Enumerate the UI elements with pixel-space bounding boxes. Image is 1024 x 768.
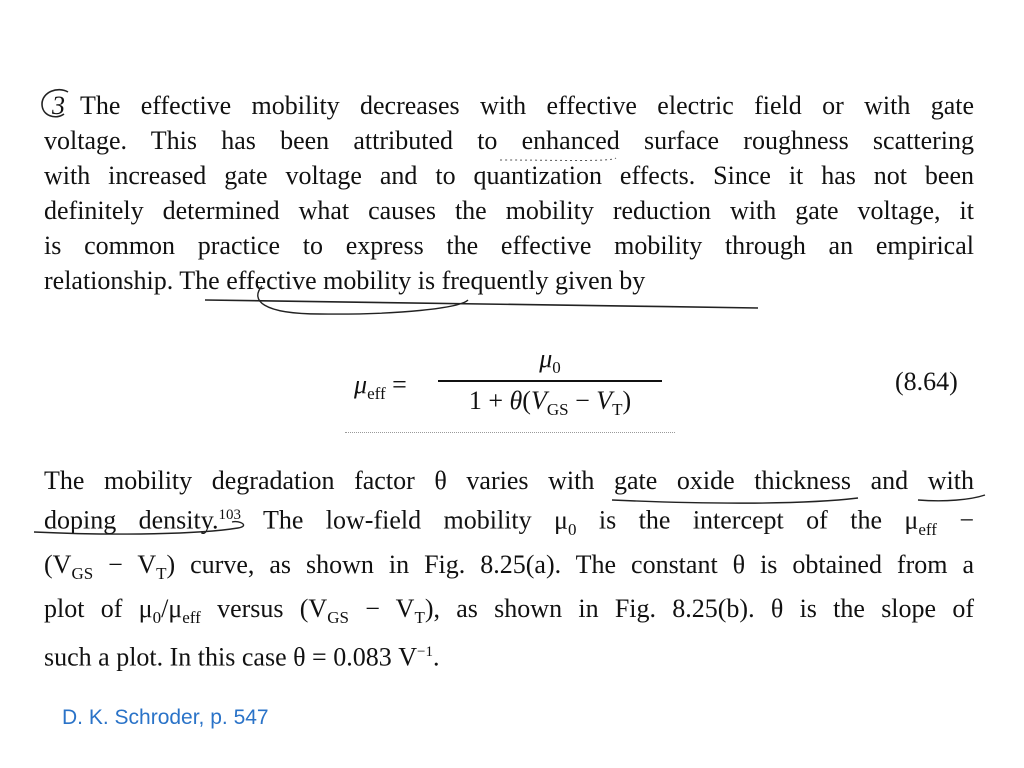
text-fragment: − V <box>348 594 415 624</box>
paragraph-line <box>44 88 974 123</box>
text-fragment: . <box>432 642 440 672</box>
eff-subscript: eff <box>367 384 386 404</box>
text-fragment: /μ <box>161 594 183 624</box>
fraction-numerator <box>438 344 662 378</box>
gs-subscript: GS <box>546 400 569 420</box>
text-fragment: doping density. <box>44 505 219 535</box>
text-fragment: (V <box>44 549 72 579</box>
text-fragment: versus (V <box>200 594 328 624</box>
paragraph-line: relationship. The effective mobility is frequently given by <box>44 266 646 295</box>
zero-subscript: 0 <box>152 608 162 628</box>
v-symbol: V <box>596 386 613 415</box>
fraction-bar <box>438 380 662 382</box>
fraction-denominator <box>438 386 662 420</box>
pen-underline-frequently-given <box>205 300 758 308</box>
marker-number: 3 <box>52 91 65 120</box>
zero-subscript: 0 <box>568 519 577 539</box>
equation-8-64 <box>350 344 670 434</box>
theta-symbol: θ <box>509 386 523 415</box>
paragraph-line: definitely determined what causes the mobility reduction with gate voltage, it <box>44 196 974 225</box>
open-paren: ( <box>522 386 531 415</box>
paragraph-line <box>44 547 974 591</box>
exponent-superscript: −1 <box>417 644 433 661</box>
paragraph-line <box>44 635 974 675</box>
text-fragment: plot of μ <box>44 594 153 624</box>
close-paren: ) <box>622 386 632 415</box>
mu-symbol: μ <box>539 344 553 373</box>
text-fragment: ) curve, as shown in Fig. 8.25(a). The constant θ is obtained from a <box>166 549 974 579</box>
reference-superscript: 103 <box>218 507 242 523</box>
gs-subscript: GS <box>327 608 349 628</box>
paragraph-line: is common practice to express the effective mobility through an empirical <box>44 231 974 260</box>
zero-subscript: 0 <box>552 358 561 378</box>
eff-subscript: eff <box>918 519 937 539</box>
text-fragment: such a plot. In this case θ = 0.083 V <box>44 642 418 672</box>
text-fragment: ), as shown in Fig. 8.25(b). θ is the slope of <box>424 594 974 624</box>
paragraph-line: The mobility degradation factor θ varies with gate oxide thickness and with <box>44 466 974 495</box>
text-fragment: is the intercept of the μ <box>576 505 919 535</box>
mu-symbol: μ <box>354 370 368 399</box>
paragraph-line-text: The effective mobility decreases with effective electric field or with gate <box>80 91 974 120</box>
gs-subscript: GS <box>71 564 94 584</box>
minus-sign: − <box>568 386 597 415</box>
text-fragment: The low-field mobility μ <box>241 505 568 535</box>
paragraph-line <box>44 591 974 635</box>
paragraph-line <box>44 498 974 547</box>
paragraph-effective-mobility <box>44 88 974 298</box>
denominator-one-plus: 1 + <box>468 386 510 415</box>
paragraph-line: with increased gate voltage and to quantization effects. Since it has not been <box>44 161 974 190</box>
equation-fraction <box>438 344 662 420</box>
eff-subscript: eff <box>182 608 201 628</box>
text-fragment: − V <box>93 549 157 579</box>
t-subscript: T <box>156 564 167 584</box>
v-symbol: V <box>530 386 547 415</box>
equals-sign: = <box>392 370 407 399</box>
scan-dotted-line <box>345 432 675 433</box>
citation-source: D. K. Schroder, p. 547 <box>62 706 269 729</box>
t-subscript: T <box>414 608 425 628</box>
text-fragment: − <box>936 505 974 535</box>
paragraph-degradation-factor <box>44 463 974 675</box>
t-subscript: T <box>612 400 623 420</box>
equation-number: (8.64) <box>895 367 958 396</box>
paragraph-line: voltage. This has been attributed to enhanced surface roughness scattering <box>44 126 974 155</box>
equation-lhs <box>354 370 407 404</box>
circled-number-marker <box>44 88 78 123</box>
